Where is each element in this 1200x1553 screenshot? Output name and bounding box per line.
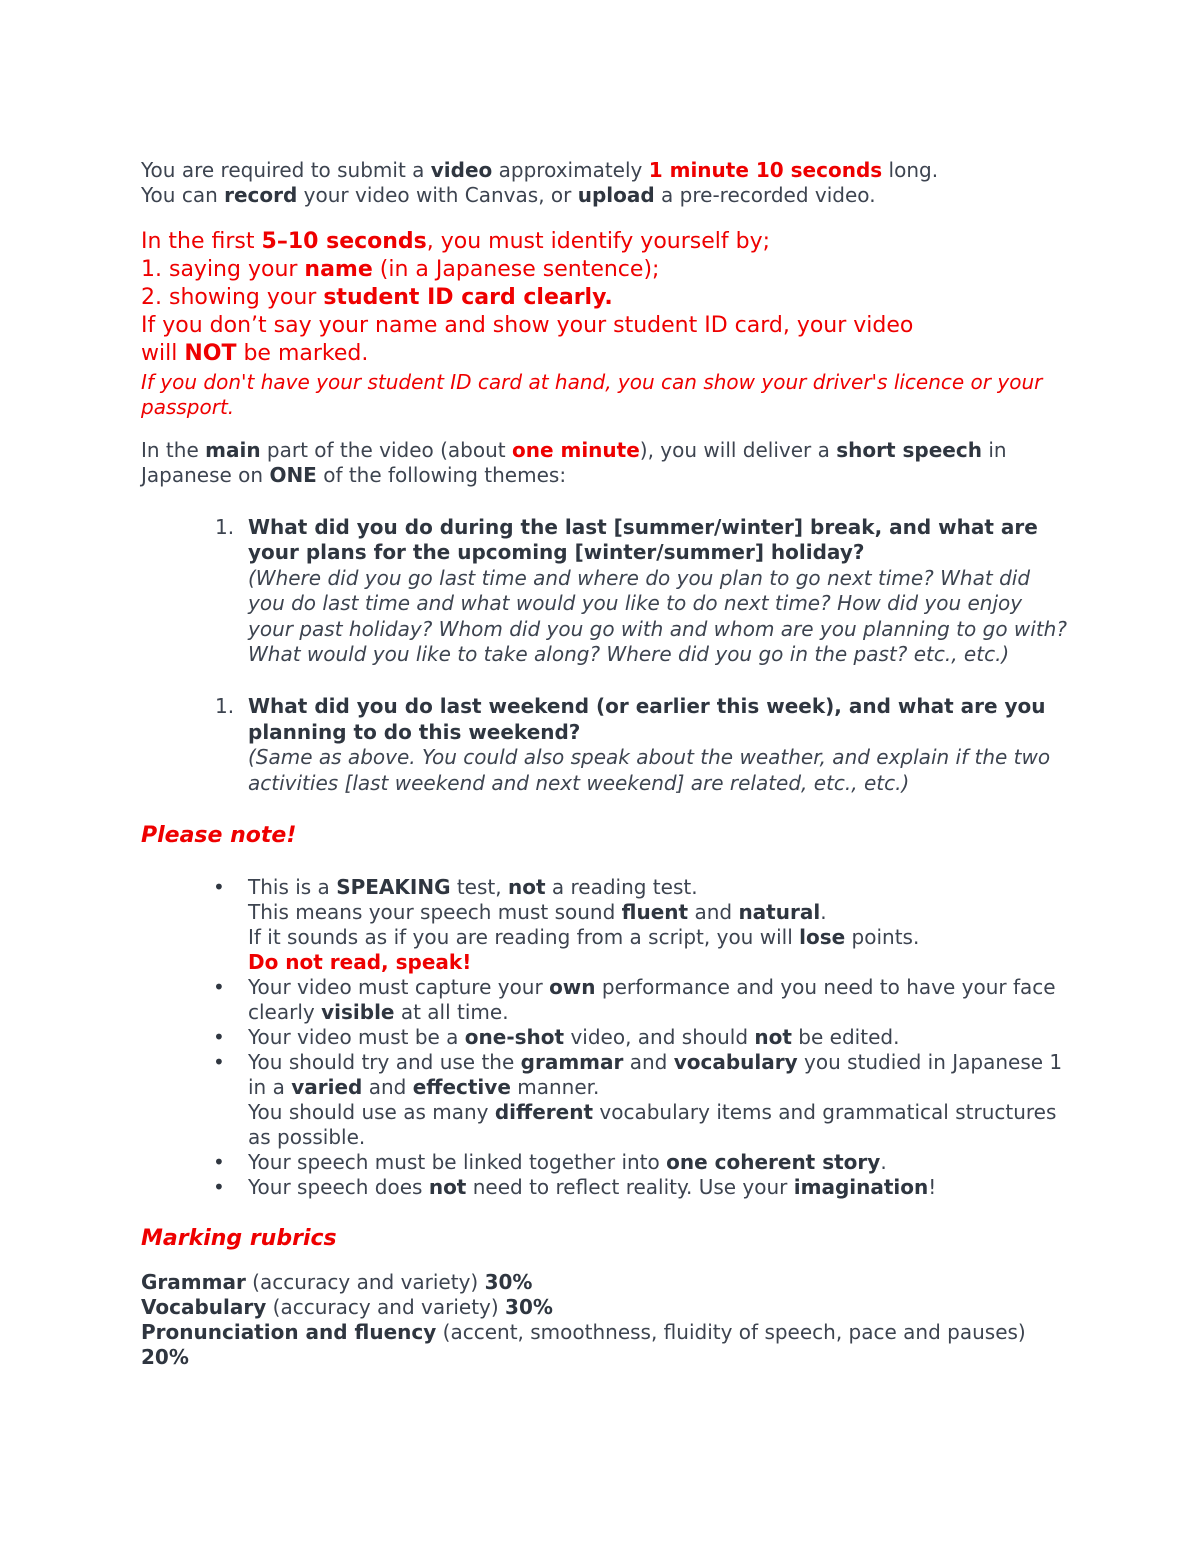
note-line: Your video must capture your own performance and you need to have your face clearly visible at all time. — [248, 975, 1056, 1025]
theme-description: (Same as above. You could also speak about the weather, and explain if the two activities [last weekend and next weekend] are related, etc., etc.) — [248, 745, 1051, 795]
rubric-item: Vocabulary (accuracy and variety) 30% — [141, 1295, 553, 1320]
note-emphasis: Do not read, speak! — [248, 950, 472, 975]
identify-note: If you don't have your student ID card at hand, you can show your driver's licence or your passport. — [141, 370, 1043, 419]
please-note-heading: Please note! — [141, 823, 297, 849]
rubrics-heading: Marking rubrics — [141, 1226, 337, 1252]
note-line: You should try and use the grammar and vocabulary you studied in Japanese 1 in a varied and effective manner. — [248, 1050, 1063, 1100]
note-line: Your video must be a one-shot video, and should not be edited. — [248, 1025, 900, 1050]
main-part-paragraph: In the main part of the video (about one minute), you will deliver a short speech in Japanese on ONE of the following themes: — [141, 438, 1007, 487]
bullet-icon: • — [213, 975, 225, 1000]
note-item — [141, 875, 1071, 975]
theme-number: 1. — [215, 694, 235, 719]
intro-line-1: You are required to submit a video approximately 1 minute 10 seconds long. — [141, 158, 939, 182]
please-note-list — [141, 875, 1071, 1200]
rubrics-list — [141, 1270, 1071, 1370]
theme-description: (Where did you go last time and where do you plan to go next time? What did you do last time and what would you like to do next time? How did you enjoy your past holiday? Whom did you go with and whom are you planning to go with? What would you like to take along? Where did you go in the past? etc., etc.) — [248, 565, 1067, 667]
note-line: Your speech does not need to reflect reality. Use your imagination! — [248, 1175, 937, 1200]
identify-line-3: 2. showing your student ID card clearly. — [141, 285, 613, 310]
identify-line-1: In the first 5–10 seconds, you must identify yourself by; — [141, 229, 771, 254]
bullet-icon: • — [213, 1025, 225, 1050]
bullet-icon: • — [213, 1150, 225, 1175]
theme-title: What did you do last weekend (or earlier this week), and what are you planning to do this weekend? — [248, 694, 1046, 744]
note-line: Your speech must be linked together into one coherent story. — [248, 1150, 887, 1175]
note-line: This is a SPEAKING test, not a reading test. — [248, 875, 698, 900]
rubric-item: Grammar (accuracy and variety) 30% — [141, 1270, 533, 1295]
theme-item-2 — [141, 694, 1071, 796]
note-line: You should use as many different vocabulary items and grammatical structures as possible. — [248, 1100, 1057, 1150]
note-item — [141, 1150, 1071, 1175]
identify-line-2: 1. saying your name (in a Japanese sentence); — [141, 257, 660, 282]
theme-number: 1. — [215, 515, 235, 539]
bullet-icon: • — [213, 1175, 225, 1200]
identify-block — [141, 228, 1071, 420]
note-item — [141, 1175, 1071, 1200]
note-item — [141, 1025, 1071, 1050]
theme-item-1 — [141, 515, 1071, 667]
bullet-icon: • — [213, 875, 225, 900]
note-line: This means your speech must sound fluent and natural. — [248, 900, 827, 925]
note-line: If it sounds as if you are reading from a script, you will lose points. — [248, 925, 920, 950]
theme-title: What did you do during the last [summer/winter] break, and what are your plans for the upcoming [winter/summer] holiday? — [248, 515, 1038, 565]
note-item — [141, 975, 1071, 1025]
identify-line-5: will NOT be marked. — [141, 341, 369, 366]
identify-line-4: If you don’t say your name and show your student ID card, your video — [141, 313, 914, 338]
bullet-icon: • — [213, 1050, 225, 1075]
intro-line-2: You can record your video with Canvas, or upload a pre-recorded video. — [141, 183, 876, 207]
rubric-item: Pronunciation and fluency (accent, smoothness, fluidity of speech, pace and pauses) 20% — [141, 1320, 1026, 1370]
document-body — [141, 158, 1071, 1370]
note-item — [141, 1050, 1071, 1150]
